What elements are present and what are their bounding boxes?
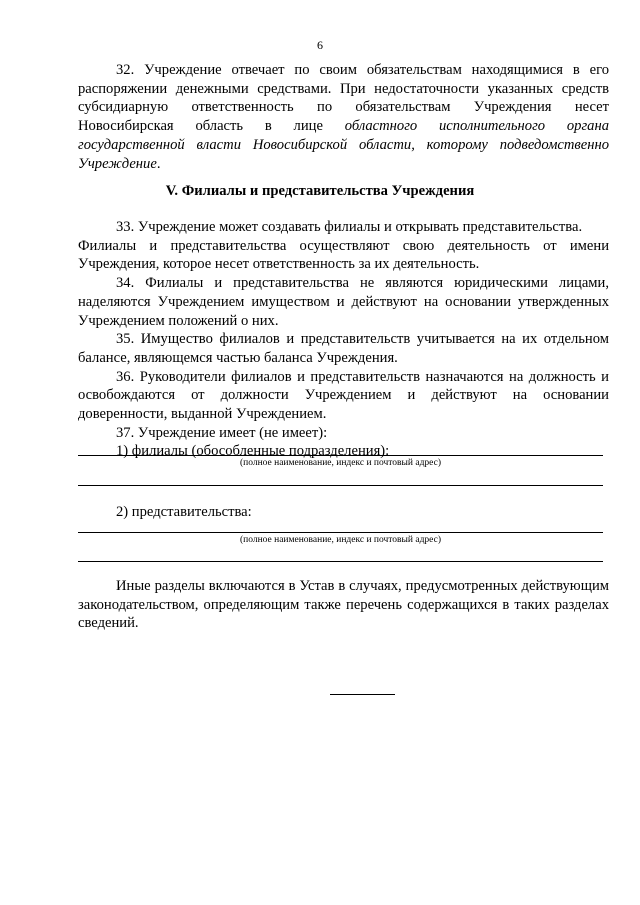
page-number: 6 xyxy=(317,38,323,52)
section-body xyxy=(78,218,609,461)
paragraph-32-italic: областного исполнительного органа государственной власти Новосибирской области, которому подведомственно Учреждение xyxy=(78,118,609,172)
paragraph-37: 37. Учреждение имеет (не имеет): xyxy=(116,424,328,441)
caption-representations: (полное наименование, индекс и почтовый адрес) xyxy=(239,535,442,545)
section-heading: V. Филиалы и представительства Учреждения xyxy=(165,183,475,199)
paragraph-35: 35. Имущество филиалов и представительств учитывается на их отдельном балансе, являющемся частью баланса Учреждения. xyxy=(78,331,609,366)
paragraph-33: 33. Учреждение может создавать филиалы и открывать представительства. xyxy=(116,219,583,235)
fill-line-representations-2 xyxy=(78,561,603,562)
paragraph-37-branches: 1) филиалы (обособленные подразделения): xyxy=(116,443,390,460)
end-of-document-rule xyxy=(330,694,395,695)
closing-block xyxy=(78,577,609,633)
fill-line-branches-2 xyxy=(78,485,603,486)
paragraph-32-text: 32. Учреждение отвечает по своим обязательствам находящимися в его распоряжении денежными средствами. При недостаточности указанных средств субсидиарную ответственность по обязательствам Учреждения несет Новосибирская область в лице xyxy=(78,62,609,135)
paragraph-37-representations-block xyxy=(78,503,609,522)
caption-branches: (полное наименование, индекс и почтовый адрес) xyxy=(239,458,442,468)
paragraph-32: 32. Учреждение отвечает по своим обязательствам находящимися в его распоряжении денежными средствами. При недостаточности указанных средств субсидиарную ответственность по обязательствам Учреждения несет Новосибирская область в лице областного исполнительного органа государственной власти Новосибирской области, которому подведомственно Учреждение. xyxy=(78,62,609,172)
fill-line-branches-1 xyxy=(78,455,603,456)
fill-line-representations-1 xyxy=(78,532,603,533)
paragraph-36: 36. Руководители филиалов и представительств назначаются на должность и освобождаются от должности Учреждением и действуют на основании доверенности, выданной Учреждением. xyxy=(78,368,609,423)
paragraph-37-representations: 2) представительства: xyxy=(116,504,252,520)
paragraph-33-continued: Филиалы и представительства осуществляют свою деятельность от имени Учреждения, которое несет ответственность за их деятельность. xyxy=(78,237,609,273)
paragraph-34: 34. Филиалы и представительства не являются юридическими лицами, наделяются Учреждением имуществом и действуют на основании утвержденных Учреждением положений о них. xyxy=(78,275,609,329)
closing-paragraph: Иные разделы включаются в Устав в случаях, предусмотренных действующим законодательством, определяющим также перечень содержащихся в таких разделах сведений. xyxy=(78,578,609,632)
